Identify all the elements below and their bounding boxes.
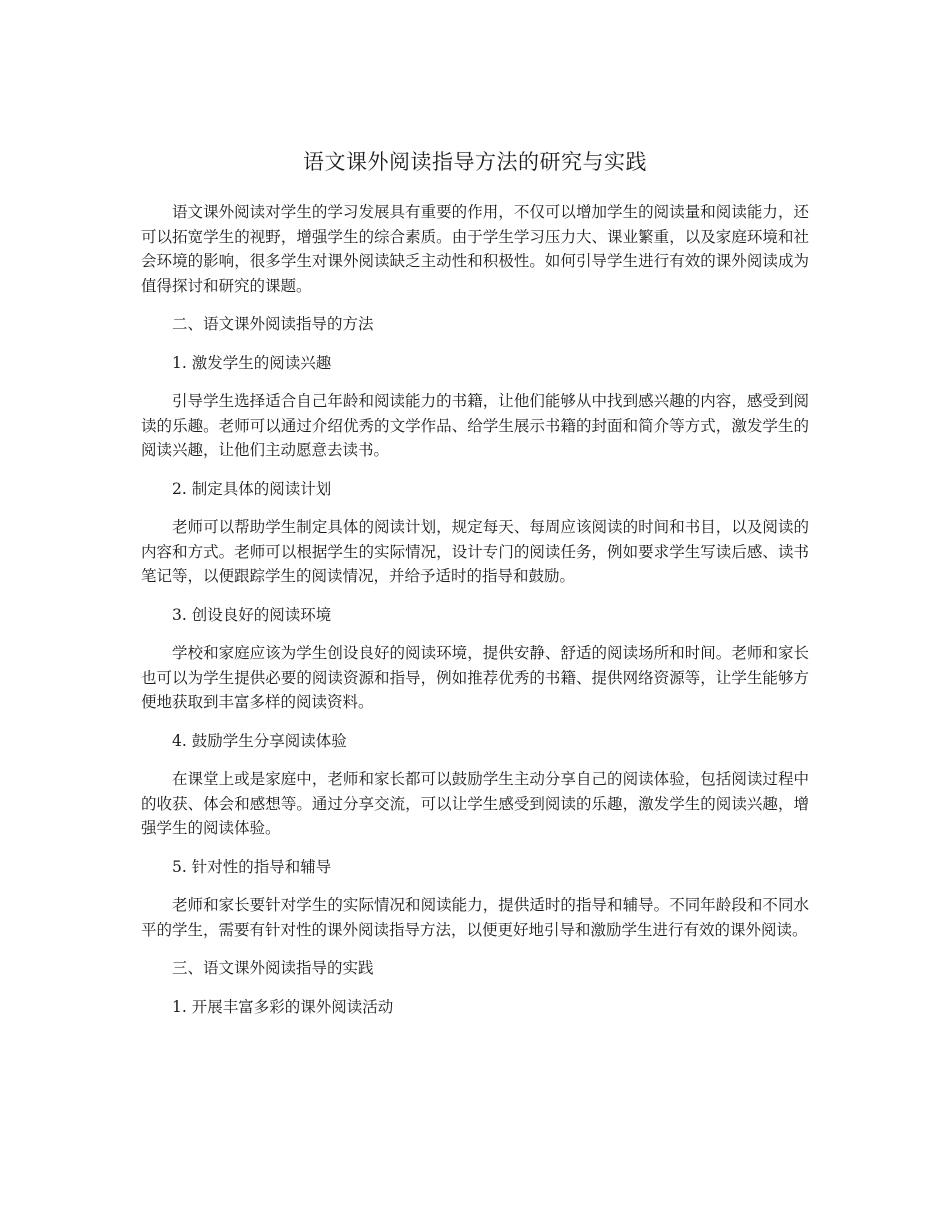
body-paragraph: 学校和家庭应该为学生创设良好的阅读环境，提供安静、舒适的阅读场所和时间。老师和家长也可以为学生提供必要的阅读资源和指导，例如推荐优秀的书籍、提供网络资源等，让学生能够方便地获取到丰富多样的阅读资料。 <box>141 644 809 711</box>
section-heading: 3. 创设良好的阅读环境 <box>172 605 332 624</box>
section-heading: 二、语文课外阅读指导的方法 <box>172 315 374 333</box>
body-paragraph: 老师和家长要针对学生的实际情况和阅读能力，提供适时的指导和辅导。不同年龄段和不同水平的学生，需要有针对性的课外阅读指导方法，以便更好地引导和激励学生进行有效的课外阅读。 <box>141 896 809 939</box>
section-heading: 4. 鼓励学生分享阅读体验 <box>172 731 347 750</box>
body-paragraph: 引导学生选择适合自己年龄和阅读能力的书籍，让他们能够从中找到感兴趣的内容，感受到阅读的乐趣。老师可以通过介绍优秀的文学作品、给学生展示书籍的封面和简介等方式，激发学生的阅读兴趣，让他们主动愿意去读书。 <box>141 392 809 459</box>
body-paragraph: 老师可以帮助学生制定具体的阅读计划，规定每天、每周应该阅读的时间和书目，以及阅读的内容和方式。老师可以根据学生的实际情况，设计专门的阅读任务，例如要求学生写读后感、读书笔记等，以便跟踪学生的阅读情况，并给予适时的指导和鼓励。 <box>141 518 809 585</box>
section-heading: 1. 开展丰富多彩的课外阅读活动 <box>172 997 394 1016</box>
document-title: 语文课外阅读指导方法的研究与实践 <box>303 150 647 174</box>
document-body <box>141 146 809 1033</box>
section-heading: 2. 制定具体的阅读计划 <box>172 479 332 498</box>
body-paragraph: 在课堂上或是家庭中，老师和家长都可以鼓励学生主动分享自己的阅读体验，包括阅读过程中的收获、体会和感想等。通过分享交流，可以让学生感受到阅读的乐趣，激发学生的阅读兴趣，增强学生的阅读体验。 <box>141 770 809 837</box>
body-paragraph: 语文课外阅读对学生的学习发展具有重要的作用，不仅可以增加学生的阅读量和阅读能力，还可以拓宽学生的视野，增强学生的综合素质。由于学生学习压力大、课业繁重，以及家庭环境和社会环境的影响，很多学生对课外阅读缺乏主动性和积极性。如何引导学生进行有效的课外阅读成为值得探讨和研究的课题。 <box>141 203 809 295</box>
section-heading: 1. 激发学生的阅读兴趣 <box>172 353 332 372</box>
document-blocks <box>141 200 809 1019</box>
section-heading: 5. 针对性的指导和辅导 <box>172 857 332 876</box>
section-heading: 三、语文课外阅读指导的实践 <box>172 959 374 977</box>
